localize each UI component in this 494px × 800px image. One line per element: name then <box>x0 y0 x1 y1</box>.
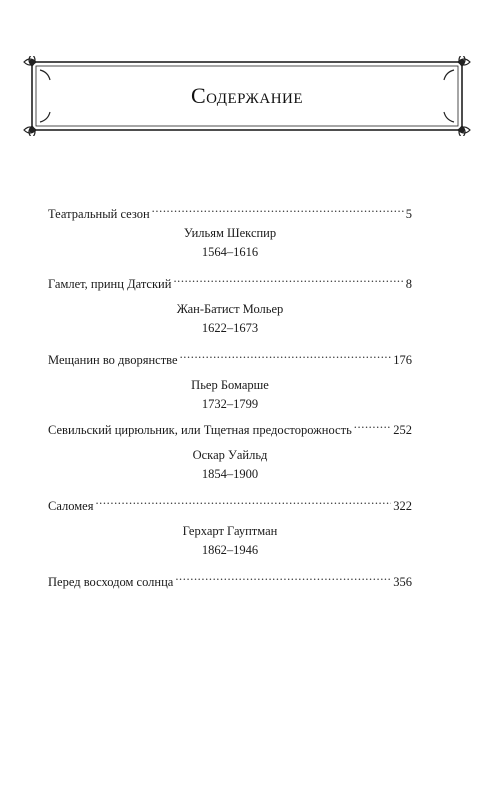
toc-entry-page: 5 <box>405 207 412 221</box>
toc-entry-title: Гамлет, принц Датский <box>48 277 172 291</box>
toc-entry-title: Севильский цирюльник, или Тщетная предосторожность <box>48 423 352 437</box>
toc-entry-page: 322 <box>393 499 412 513</box>
toc-entry[interactable] <box>48 344 412 367</box>
toc-entry-page: 252 <box>393 423 412 437</box>
dot-leader <box>173 268 403 288</box>
toc-entry[interactable] <box>48 414 412 437</box>
dot-leader <box>354 414 391 434</box>
author-years: 1854–1900 <box>201 467 259 481</box>
dot-leader <box>152 198 404 218</box>
author-name: Уильям Шекспир <box>183 226 277 240</box>
author-name: Жан-Батист Мольер <box>176 302 284 316</box>
author-years: 1862–1946 <box>201 543 259 557</box>
page-title: Содержание <box>190 83 304 108</box>
toc-entry-title: Саломея <box>48 499 94 513</box>
toc-entry-page: 8 <box>405 277 412 291</box>
toc-entry[interactable] <box>48 566 412 589</box>
heading-frame <box>22 56 472 136</box>
dot-leader <box>175 566 391 586</box>
toc-entry-title: Театральный сезон <box>48 207 150 221</box>
author-years: 1622–1673 <box>201 321 259 335</box>
dot-leader <box>180 344 392 364</box>
toc-entry-title: Перед восходом солнца <box>48 575 174 589</box>
toc-entry-page: 176 <box>393 353 412 367</box>
table-of-contents <box>48 198 412 589</box>
author-years: 1564–1616 <box>201 245 259 259</box>
toc-entry-page: 356 <box>393 575 412 589</box>
dot-leader <box>95 490 391 510</box>
author-name: Оскар Уайльд <box>192 448 268 462</box>
author-name: Пьер Бомарше <box>191 378 269 392</box>
toc-entry[interactable] <box>48 268 412 291</box>
toc-entry-intro[interactable] <box>48 198 412 221</box>
author-name: Герхарт Гауптман <box>182 524 278 538</box>
author-years: 1732–1799 <box>201 397 259 411</box>
toc-entry[interactable] <box>48 490 412 513</box>
toc-entry-title: Мещанин во дворянстве <box>48 353 178 367</box>
